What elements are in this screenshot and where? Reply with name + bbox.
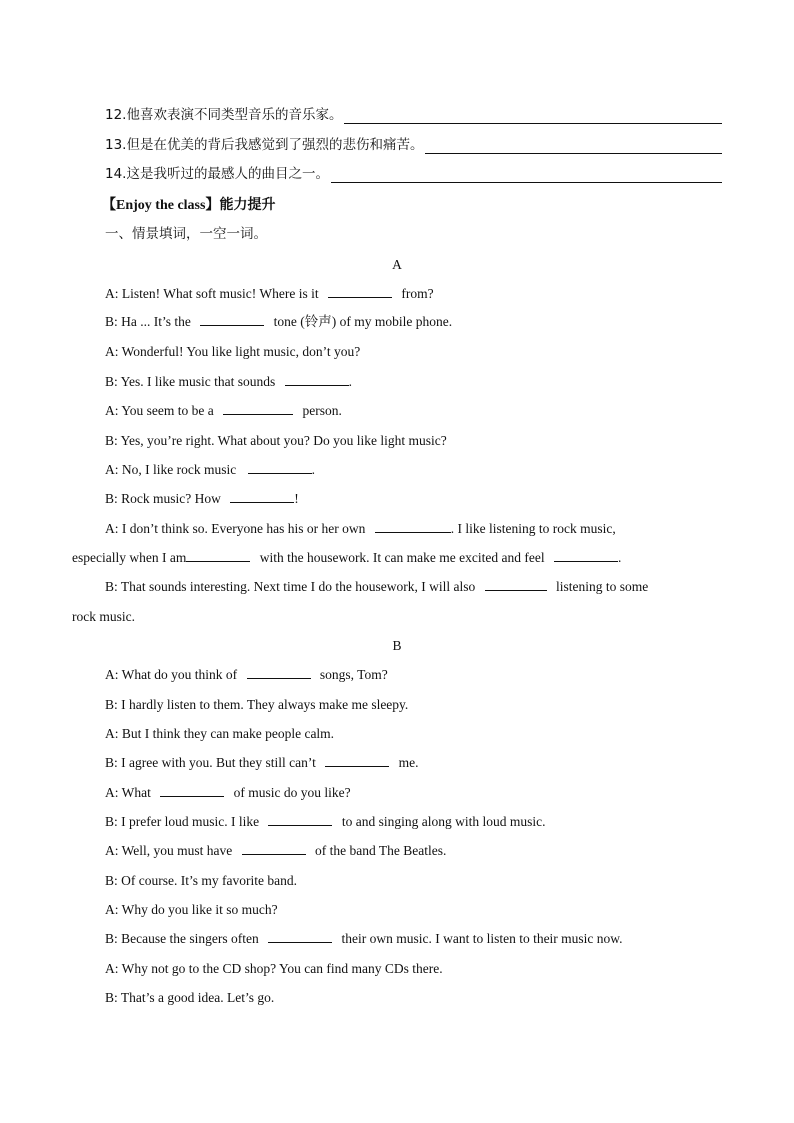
line-text: me. <box>398 755 419 770</box>
line-text: B: I hardly listen to them. They always make me sleepy. <box>105 697 409 712</box>
line-text: A: You seem to be a <box>105 403 214 418</box>
line-text: B: I agree with you. But they still can’t <box>105 755 316 770</box>
dialogue-a-label: A <box>392 257 402 272</box>
line-text: . <box>348 374 353 389</box>
dialogue-line <box>105 872 297 890</box>
line-text: B: That sounds interesting. Next time I do the housework, I will also <box>105 579 476 594</box>
answer-blank[interactable] <box>242 842 306 855</box>
dialogue-b-label: B <box>392 638 402 653</box>
line-text: ! <box>294 491 299 506</box>
dialogue-line <box>105 930 623 948</box>
section-title-en: 【Enjoy the class】 <box>102 198 220 213</box>
translation-text: 14.这是我听过的最感人的曲目之一。 <box>105 166 329 182</box>
answer-blank[interactable] <box>554 549 618 562</box>
dialogue-line <box>105 989 274 1007</box>
line-text: A: Why do you like it so much? <box>105 902 278 917</box>
answer-blank[interactable] <box>268 930 332 943</box>
answer-blank[interactable] <box>200 313 264 326</box>
dialogue-line <box>105 696 408 714</box>
answer-blank[interactable] <box>223 402 293 415</box>
answer-blank[interactable] <box>186 549 250 562</box>
dialogue-line <box>105 313 452 331</box>
answer-blank[interactable] <box>485 578 547 591</box>
line-text: . <box>617 550 622 565</box>
line-text: B: Of course. It’s my favorite band. <box>105 873 297 888</box>
line-text: of music do you like? <box>233 785 351 800</box>
line-text: A: But I think they can make people calm. <box>105 726 335 741</box>
translation-text: 13.但是在优美的背后我感觉到了强烈的悲伤和痛苦。 <box>105 137 424 153</box>
dialogue-line <box>105 432 447 450</box>
dialogue-line <box>105 666 388 684</box>
line-text: especially when I am <box>72 550 187 565</box>
dialogue-line <box>105 842 446 860</box>
line-text: B: Yes. I like music that sounds <box>105 374 276 389</box>
answer-blank[interactable] <box>248 461 312 474</box>
line-text: B: I prefer loud music. I like <box>105 814 260 829</box>
answer-blank[interactable] <box>375 520 451 533</box>
dialogue-line <box>105 343 360 361</box>
line-text: B: Rock music? How <box>105 491 221 506</box>
line-text: B: Yes, you’re right. What about you? Do you like light music? <box>105 433 447 448</box>
section-title <box>102 196 275 215</box>
line-text: of the band The Beatles. <box>315 843 447 858</box>
line-text: A: I don’t think so. Everyone has his or her own <box>105 521 366 536</box>
answer-blank[interactable] <box>325 754 389 767</box>
answer-line[interactable] <box>331 168 722 183</box>
line-text: . I like listening to rock music, <box>450 521 616 536</box>
dialogue-line <box>72 608 135 626</box>
translation-item-14 <box>105 165 722 183</box>
translation-text: 12.他喜欢表演不同类型音乐的音乐家。 <box>105 107 343 123</box>
line-text: from? <box>401 286 434 301</box>
line-text: A: Well, you must have <box>105 843 233 858</box>
dialogue-line <box>72 549 621 567</box>
line-text: their own music. I want to listen to their music now. <box>341 931 623 946</box>
section-title-zh: 能力提升 <box>219 197 276 213</box>
dialogue-line <box>105 901 278 919</box>
line-text: songs, Tom? <box>319 667 388 682</box>
line-text: B: Because the singers often <box>105 931 259 946</box>
dialogue-line <box>105 784 351 802</box>
answer-blank[interactable] <box>230 490 294 503</box>
dialogue-line <box>105 960 443 978</box>
line-text: . <box>311 462 315 477</box>
translation-item-13 <box>105 136 722 154</box>
line-text: A: No, I like rock music <box>105 462 237 477</box>
answer-blank[interactable] <box>328 285 392 298</box>
answer-line[interactable] <box>425 139 722 154</box>
line-text: rock music. <box>72 609 135 624</box>
dialogue-line <box>105 520 616 538</box>
dialogue-line <box>105 285 434 303</box>
dialogue-line <box>105 754 418 772</box>
line-text: B: Ha ... It’s the <box>105 314 191 329</box>
dialogue-line <box>105 461 315 479</box>
line-text: tone (铃声) of my mobile phone. <box>273 314 453 329</box>
line-text: B: That’s a good idea. Let’s go. <box>105 990 275 1005</box>
answer-blank[interactable] <box>285 373 349 386</box>
dialogue-line <box>105 725 334 743</box>
line-text: A: What <box>105 785 151 800</box>
instruction: 一、情景填词，一空一词。 <box>105 226 267 242</box>
line-text: listening to some <box>555 579 649 594</box>
line-text: A: Listen! What soft music! Where is it <box>105 286 319 301</box>
line-text: A: Why not go to the CD shop? You can find many CDs there. <box>105 961 443 976</box>
dialogue-line <box>105 578 648 596</box>
dialogue-line <box>105 813 545 831</box>
answer-blank[interactable] <box>268 813 332 826</box>
line-text: A: Wonderful! You like light music, don’t you? <box>105 344 361 359</box>
translation-item-12 <box>105 106 722 124</box>
line-text: A: What do you think of <box>105 667 238 682</box>
dialogue-line <box>105 402 342 420</box>
line-text: person. <box>302 403 342 418</box>
answer-blank[interactable] <box>160 784 224 797</box>
dialogue-line <box>105 490 299 508</box>
line-text: with the housework. It can make me excited and feel <box>259 550 545 565</box>
answer-blank[interactable] <box>247 666 311 679</box>
answer-line[interactable] <box>344 109 722 124</box>
line-text: to and singing along with loud music. <box>341 814 546 829</box>
dialogue-line <box>105 373 352 391</box>
